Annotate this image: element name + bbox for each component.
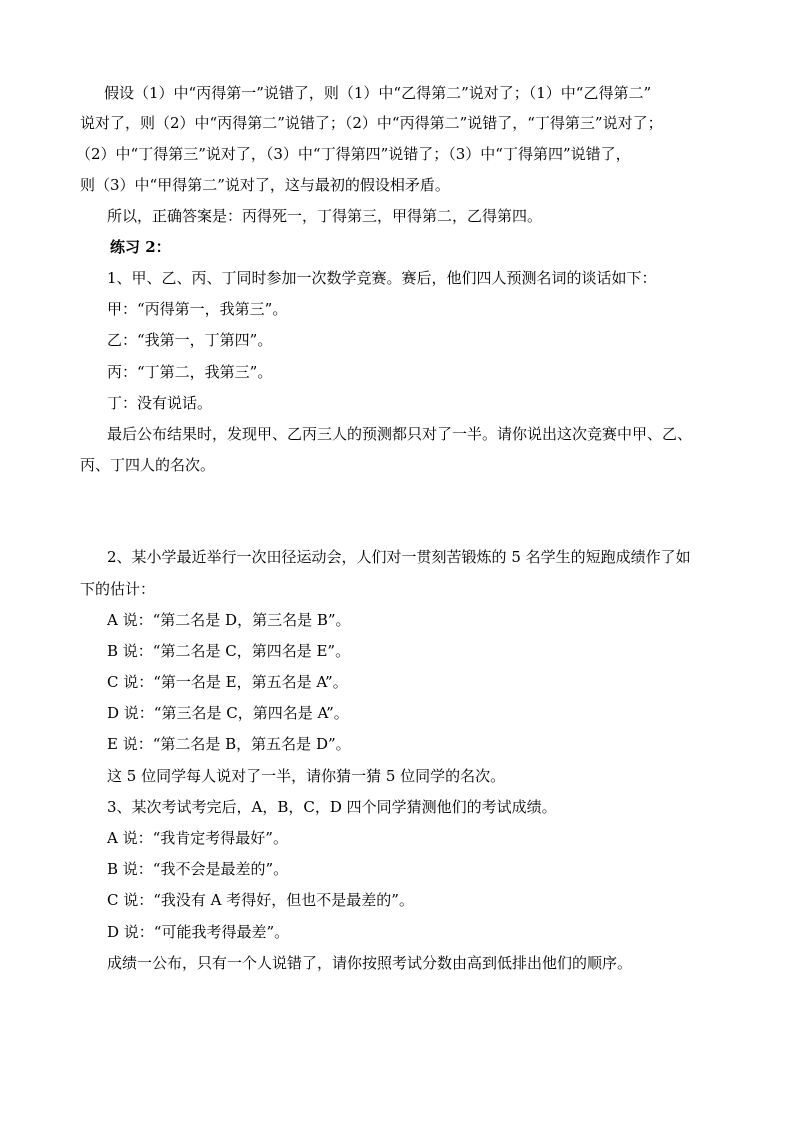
problem1-question-line-1: 最后公布结果时，发现甲、乙丙三人的预测都只对了一半。请你说出这次竞赛中甲、乙、 (107, 425, 693, 443)
problem1-question-line-2: 丙、丁四人的名次。 (80, 456, 216, 474)
problem2-statement-e: E 说：“第二名是 B，第五名是 D”。 (107, 735, 351, 753)
problem1-statement-3: 丙：“丁第二，我第三”。 (107, 363, 273, 381)
conclusion-line: 所以，正确答案是：丙得死一，丁得第三，甲得第二，乙得第四。 (107, 207, 543, 225)
problem3-statement-b: B 说：“我不会是最差的”。 (107, 860, 289, 878)
problem2-question: 这 5 位同学每人说对了一半，请你猜一猜 5 位同学的名次。 (107, 767, 506, 785)
intro-line-2: 说对了，则（2）中“丙得第二”说错了；（2）中“丙得第二”说错了，“丁得第三”说对了； (80, 114, 663, 132)
problem3-statement-a: A 说：“我肯定考得最好”。 (107, 829, 288, 847)
problem2-intro-line-2: 下的估计： (80, 580, 156, 598)
problem3-statement-c: C 说：“我没有 A 考得好，但也不是最差的”。 (107, 891, 414, 909)
exercise-heading: 练习 2： (110, 238, 171, 256)
problem1-statement-2: 乙：“我第一，丁第四”。 (107, 331, 273, 349)
problem1-statement-1: 甲：“丙得第一，我第三”。 (107, 300, 288, 318)
problem2-statement-b: B 说：“第二名是 C，第四名是 E”。 (107, 642, 351, 660)
problem2-intro-line-1: 2、某小学最近举行一次田径运动会，人们对一贯刻苦锻炼的 5 名学生的短跑成绩作了如 (107, 548, 691, 566)
intro-line-3: （2）中“丁得第三”说对了，（3）中“丁得第四”说错了；（3）中“丁得第四”说错了， (76, 145, 631, 163)
problem2-statement-c: C 说：“第一名是 E，第五名是 A”。 (107, 673, 348, 691)
problem1-intro: 1、甲、乙、丙、丁同时参加一次数学竞赛。赛后，他们四人预测名词的谈话如下： (107, 269, 657, 287)
problem3-statement-d: D 说：“可能我考得最差”。 (107, 923, 290, 941)
intro-line-1: 假设（1）中“丙得第一”说错了，则（1）中“乙得第二”说对了；（1）中“乙得第二” (104, 84, 652, 102)
problem2-statement-a: A 说：“第二名是 D，第三名是 B”。 (107, 611, 351, 629)
problem3-intro: 3、某次考试考完后，A，B，C，D 四个同学猜测他们的考试成绩。 (107, 798, 557, 816)
problem3-question: 成绩一公布，只有一个人说错了，请你按照考试分数由高到低排出他们的顺序。 (107, 954, 633, 972)
intro-line-4: 则（3）中“甲得第二”说对了，这与最初的假设相矛盾。 (80, 176, 450, 194)
problem2-statement-d: D 说：“第三名是 C，第四名是 A”。 (107, 704, 349, 722)
problem1-statement-4: 丁：没有说话。 (107, 394, 213, 412)
